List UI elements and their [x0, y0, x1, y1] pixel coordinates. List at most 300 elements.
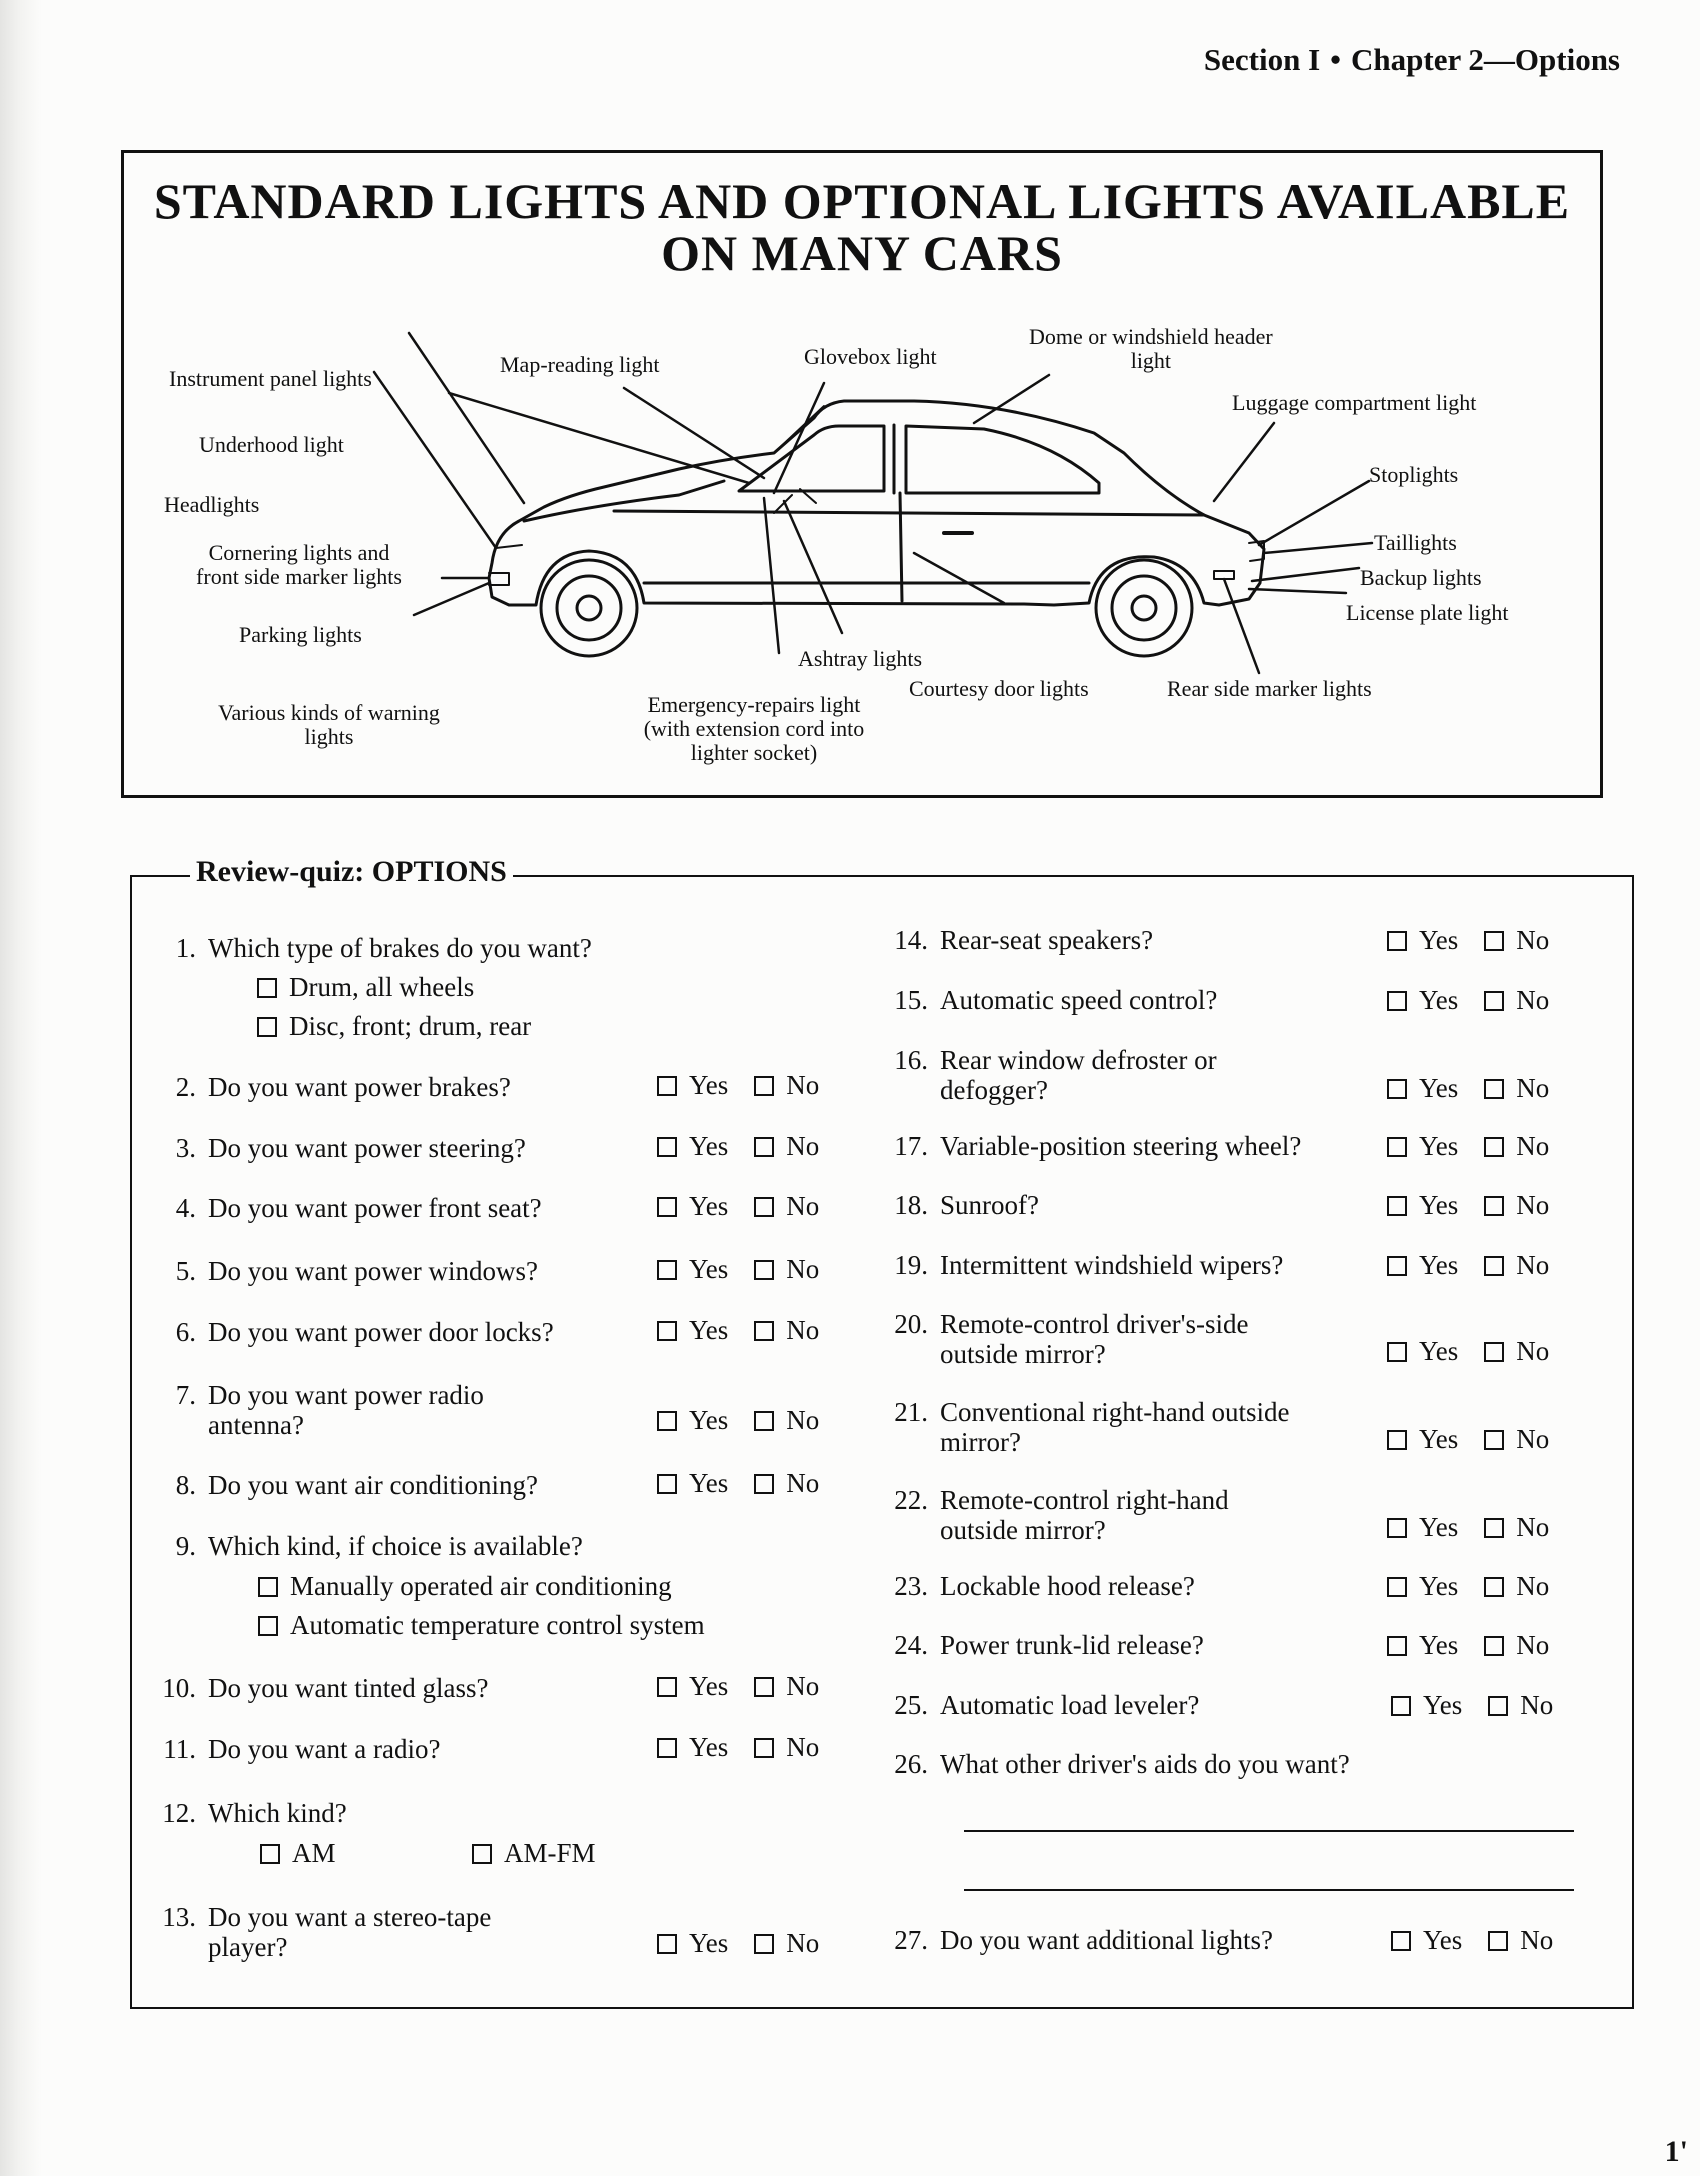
no-label: No [1516, 1336, 1550, 1366]
leader-headlights [374, 372, 496, 548]
label-emergency-line1: Emergency-repairs light [647, 692, 861, 717]
no-label: No [786, 1928, 820, 1958]
label-parking: Parking lights [239, 622, 362, 647]
yes-no-q27 [1391, 1925, 1553, 1955]
question-number: 6. [175, 1317, 196, 1347]
leader-license [1249, 589, 1346, 593]
car-beltline [614, 511, 1204, 515]
checkbox-no[interactable] [1484, 1518, 1504, 1538]
yes-label: Yes [689, 1671, 729, 1701]
no-option[interactable] [1488, 1925, 1553, 1955]
yes-label: Yes [1423, 1925, 1463, 1955]
checkbox-no[interactable] [1488, 1931, 1508, 1951]
no-option[interactable] [1484, 1571, 1549, 1601]
yes-label: Yes [689, 1131, 729, 1161]
yes-option[interactable] [657, 1468, 728, 1498]
no-option[interactable] [754, 1468, 819, 1498]
yes-no-q19 [1387, 1250, 1549, 1280]
option-label: Disc, front; drum, rear [289, 1011, 532, 1041]
running-header [1204, 42, 1620, 78]
question-5 [140, 1256, 538, 1286]
question-number: 19. [894, 1250, 928, 1280]
no-option[interactable] [754, 1070, 819, 1100]
checkbox-yes[interactable] [1387, 1196, 1407, 1216]
question-14 [872, 925, 1153, 955]
car-front-lamp [489, 573, 509, 585]
checkbox-yes[interactable] [1387, 1079, 1407, 1099]
yes-no-q22 [1387, 1512, 1549, 1542]
label-underhood: Underhood light [199, 432, 344, 457]
checkbox[interactable] [257, 978, 277, 998]
checkbox-no[interactable] [754, 1321, 774, 1341]
question-3 [140, 1133, 526, 1163]
no-label: No [786, 1131, 820, 1161]
question-number: 1. [175, 933, 196, 963]
checkbox-no[interactable] [1484, 991, 1504, 1011]
yes-label: Yes [689, 1070, 729, 1100]
yes-option[interactable] [657, 1732, 728, 1762]
question-13 [140, 1902, 491, 1962]
no-option[interactable] [1484, 1250, 1549, 1280]
label-warning [179, 701, 479, 749]
yes-option[interactable] [1391, 1925, 1462, 1955]
yes-option[interactable] [657, 1671, 728, 1701]
no-option[interactable] [1484, 1131, 1549, 1161]
answer-line-1[interactable] [964, 1830, 1574, 1832]
question-text: Do you want air conditioning? [208, 1470, 538, 1500]
yes-label: Yes [1419, 985, 1459, 1015]
question-number: 22. [894, 1485, 928, 1515]
checkbox-yes[interactable] [657, 1076, 677, 1096]
yes-option[interactable] [657, 1254, 728, 1284]
question-number: 5. [175, 1256, 196, 1286]
question-24 [872, 1630, 1204, 1660]
option-am-fm[interactable] [472, 1838, 596, 1868]
leader-stoplights [1259, 481, 1369, 545]
question-text: Sunroof? [940, 1190, 1039, 1220]
question-number: 26. [894, 1749, 928, 1779]
question-22 [872, 1485, 1229, 1545]
no-option[interactable] [1484, 1190, 1549, 1220]
question-26 [872, 1749, 1350, 1779]
question-text: Automatic speed control? [940, 985, 1218, 1015]
yes-option[interactable] [1391, 1690, 1462, 1720]
no-option[interactable] [1484, 1630, 1549, 1660]
checkbox-yes[interactable] [657, 1934, 677, 1954]
yes-label: Yes [1419, 925, 1459, 955]
checkbox-no[interactable] [754, 1137, 774, 1157]
yes-option[interactable] [657, 1928, 728, 1958]
yes-no-q8 [657, 1468, 819, 1498]
answer-line-2[interactable] [964, 1889, 1574, 1891]
yes-option[interactable] [1387, 1424, 1458, 1454]
yes-option[interactable] [657, 1191, 728, 1221]
checkbox-yes[interactable] [657, 1411, 677, 1431]
yes-no-q15 [1387, 985, 1549, 1015]
checkbox-yes[interactable] [1391, 1696, 1411, 1716]
car-headlamp [496, 545, 522, 548]
question-text: Do you want a stereo-tape [208, 1902, 492, 1932]
checkbox-no[interactable] [754, 1677, 774, 1697]
question-21 [872, 1397, 1289, 1457]
checkbox-no[interactable] [1488, 1696, 1508, 1716]
yes-no-q25 [1391, 1690, 1553, 1720]
checkbox-yes[interactable] [1387, 1342, 1407, 1362]
option-label: AM-FM [504, 1838, 596, 1868]
checkbox[interactable] [260, 1844, 280, 1864]
question-text: Intermittent windshield wipers? [940, 1250, 1284, 1280]
yes-label: Yes [689, 1191, 729, 1221]
yes-label: Yes [1423, 1690, 1463, 1720]
option-label: Manually operated air conditioning [290, 1571, 672, 1601]
checkbox-yes[interactable] [1387, 1518, 1407, 1538]
label-rear-marker: Rear side marker lights [1167, 676, 1372, 701]
leader-luggage [1214, 423, 1274, 501]
yes-option[interactable] [1387, 1131, 1458, 1161]
question-19 [872, 1250, 1283, 1280]
question-1 [140, 933, 592, 963]
question-10 [140, 1673, 488, 1703]
no-label: No [1516, 1073, 1550, 1103]
checkbox-yes[interactable] [1391, 1931, 1411, 1951]
no-label: No [1516, 1190, 1550, 1220]
question-number: 13. [162, 1902, 196, 1932]
yes-option[interactable] [1387, 1250, 1458, 1280]
yes-option[interactable] [657, 1070, 728, 1100]
question-8 [140, 1470, 538, 1500]
question-number: 2. [175, 1072, 196, 1102]
label-headlights: Headlights [164, 492, 260, 517]
question-number: 21. [894, 1397, 928, 1427]
yes-label: Yes [1419, 1630, 1459, 1660]
question-text-continued: player? [208, 1932, 288, 1962]
question-text: Do you want power windows? [208, 1256, 538, 1286]
question-text: Do you want tinted glass? [208, 1673, 489, 1703]
checkbox-yes[interactable] [657, 1137, 677, 1157]
checkbox-yes[interactable] [657, 1738, 677, 1758]
option-manual-ac[interactable] [258, 1571, 672, 1601]
page-number: 1' [1664, 2135, 1688, 2168]
no-option[interactable] [1484, 1424, 1549, 1454]
no-label: No [786, 1671, 820, 1701]
leader-courtesy [914, 553, 1004, 603]
checkbox-no[interactable] [754, 1738, 774, 1758]
question-number: 16. [894, 1045, 928, 1075]
question-text: Rear-seat speakers? [940, 925, 1154, 955]
question-text: Remote-control driver's-side [940, 1309, 1249, 1339]
checkbox-no[interactable] [754, 1474, 774, 1494]
leader-ashtray [784, 501, 842, 633]
question-text: What other driver's aids do you want? [940, 1749, 1350, 1779]
question-text: Which kind, if choice is available? [208, 1531, 583, 1561]
label-dome-line1: Dome or windshield header [1029, 324, 1273, 349]
question-number: 14. [894, 925, 928, 955]
yes-no-q3 [657, 1131, 819, 1161]
checkbox[interactable] [472, 1844, 492, 1864]
question-7 [140, 1380, 484, 1440]
question-17 [872, 1131, 1301, 1161]
car-steering-wheel [774, 489, 816, 513]
checkbox[interactable] [258, 1616, 278, 1636]
yes-no-q24 [1387, 1630, 1549, 1660]
quiz-title: Review-quiz: OPTIONS [190, 855, 513, 889]
question-16 [872, 1045, 1217, 1105]
no-option[interactable] [1484, 985, 1549, 1015]
car-wheel-rear [1096, 560, 1192, 656]
checkbox-no[interactable] [1484, 1137, 1504, 1157]
yes-label: Yes [1419, 1190, 1459, 1220]
yes-no-q2 [657, 1070, 819, 1100]
car-door-seam [900, 493, 902, 601]
label-backup: Backup lights [1360, 565, 1482, 590]
label-stoplights: Stoplights [1369, 462, 1459, 487]
no-label: No [786, 1405, 820, 1435]
yes-label: Yes [1419, 1336, 1459, 1366]
yes-no-q6 [657, 1315, 819, 1345]
yes-no-q17 [1387, 1131, 1549, 1161]
yes-no-q10 [657, 1671, 819, 1701]
option-drum-all-wheels[interactable] [257, 972, 474, 1002]
checkbox-yes[interactable] [1387, 1137, 1407, 1157]
no-option[interactable] [754, 1732, 819, 1762]
yes-label: Yes [1419, 1073, 1459, 1103]
leader-backup [1252, 568, 1359, 581]
question-text: Do you want power steering? [208, 1133, 526, 1163]
yes-label: Yes [689, 1928, 729, 1958]
yes-no-q5 [657, 1254, 819, 1284]
question-12 [140, 1798, 347, 1828]
no-label: No [1516, 985, 1550, 1015]
label-emergency-line2: (with extension cord into [643, 716, 865, 741]
label-courtesy: Courtesy door lights [909, 676, 1089, 701]
question-number: 27. [894, 1925, 928, 1955]
checkbox-no[interactable] [1484, 1256, 1504, 1276]
label-dome [1029, 325, 1273, 373]
question-text-continued: defogger? [940, 1075, 1048, 1105]
yes-label: Yes [689, 1405, 729, 1435]
question-25 [872, 1690, 1199, 1720]
label-ashtray: Ashtray lights [798, 646, 923, 671]
question-number: 15. [894, 985, 928, 1015]
yes-no-q21 [1387, 1424, 1549, 1454]
car-window-front [739, 426, 884, 491]
no-label: No [786, 1315, 820, 1345]
question-text: Conventional right-hand outside [940, 1397, 1290, 1427]
question-text: Do you want power door locks? [208, 1317, 554, 1347]
checkbox-yes[interactable] [657, 1197, 677, 1217]
yes-no-q13 [657, 1928, 819, 1958]
checkbox-no[interactable] [1484, 1430, 1504, 1450]
no-option[interactable] [754, 1671, 819, 1701]
no-option[interactable] [754, 1131, 819, 1161]
yes-label: Yes [1419, 1131, 1459, 1161]
car-body [489, 401, 1264, 605]
label-license: License plate light [1346, 600, 1509, 625]
car-window-rear [906, 426, 1099, 493]
checkbox-no[interactable] [754, 1260, 774, 1280]
yes-option[interactable] [657, 1131, 728, 1161]
yes-option[interactable] [1387, 1512, 1458, 1542]
question-number: 23. [894, 1571, 928, 1601]
question-text: Automatic load leveler? [940, 1690, 1200, 1720]
no-option[interactable] [1484, 1336, 1549, 1366]
checkbox-no[interactable] [754, 1411, 774, 1431]
question-number: 8. [175, 1470, 196, 1500]
question-text: Do you want power brakes? [208, 1072, 511, 1102]
question-text: Which kind? [208, 1798, 347, 1828]
label-cornering-line1: Cornering lights and [208, 540, 390, 565]
checkbox-yes[interactable] [1387, 1577, 1407, 1597]
checkbox[interactable] [258, 1577, 278, 1597]
no-option[interactable] [754, 1191, 819, 1221]
yes-option[interactable] [1387, 1336, 1458, 1366]
yes-no-q4 [657, 1191, 819, 1221]
leader-emergency [764, 498, 779, 653]
no-label: No [1520, 1690, 1554, 1720]
checkbox-yes[interactable] [1387, 931, 1407, 951]
question-number: 9. [175, 1531, 196, 1561]
header-section: Section I [1203, 42, 1321, 77]
yes-option[interactable] [1387, 1630, 1458, 1660]
yes-label: Yes [1419, 1424, 1459, 1454]
question-23 [872, 1571, 1195, 1601]
question-text: Remote-control right-hand [940, 1485, 1229, 1515]
question-text-continued: mirror? [940, 1427, 1021, 1457]
question-text-continued: antenna? [208, 1410, 304, 1440]
yes-no-q7 [657, 1405, 819, 1435]
checkbox-yes[interactable] [657, 1260, 677, 1280]
yes-label: Yes [689, 1732, 729, 1762]
leader-glovebox [774, 383, 824, 493]
no-option[interactable] [754, 1254, 819, 1284]
option-automatic-temperature[interactable] [258, 1610, 705, 1640]
option-label: Automatic temperature control system [290, 1610, 705, 1640]
no-label: No [1516, 925, 1550, 955]
question-text-continued: outside mirror? [940, 1339, 1106, 1369]
question-text: Rear window defroster or [940, 1045, 1217, 1075]
yes-label: Yes [1419, 1571, 1459, 1601]
no-option[interactable] [1484, 1073, 1549, 1103]
question-27 [872, 1925, 1273, 1955]
yes-option[interactable] [657, 1315, 728, 1345]
yes-label: Yes [689, 1468, 729, 1498]
yes-label: Yes [1419, 1250, 1459, 1280]
question-number: 4. [175, 1193, 196, 1223]
question-text: Do you want power front seat? [208, 1193, 542, 1223]
no-label: No [786, 1468, 820, 1498]
checkbox-no[interactable] [1484, 1636, 1504, 1656]
question-6 [140, 1317, 554, 1347]
question-text-continued: outside mirror? [940, 1515, 1106, 1545]
question-text: Which type of brakes do you want? [208, 933, 592, 963]
option-disc-front-drum-rear[interactable] [257, 1011, 531, 1041]
checkbox-no[interactable] [754, 1197, 774, 1217]
no-option[interactable] [1484, 925, 1549, 955]
leader-taillights [1264, 543, 1372, 553]
page-binding-shadow [0, 0, 42, 2176]
label-warning-line2: lights [304, 724, 354, 749]
no-label: No [1516, 1250, 1550, 1280]
label-glovebox: Glovebox light [804, 344, 937, 369]
label-dome-line2: light [1130, 348, 1172, 373]
question-text: Do you want additional lights? [940, 1925, 1273, 1955]
no-option[interactable] [1484, 1512, 1549, 1542]
header-separator: • [1330, 42, 1341, 77]
checkbox-no[interactable] [1484, 1577, 1504, 1597]
question-text: Lockable hood release? [940, 1571, 1195, 1601]
checkbox-no[interactable] [754, 1934, 774, 1954]
yes-label: Yes [689, 1315, 729, 1345]
option-label: AM [292, 1838, 336, 1868]
question-number: 18. [894, 1190, 928, 1220]
yes-no-q20 [1387, 1336, 1549, 1366]
question-text: Do you want a radio? [208, 1734, 441, 1764]
question-number: 17. [894, 1131, 928, 1161]
label-luggage: Luggage compartment light [1232, 390, 1477, 415]
checkbox-no[interactable] [1484, 1196, 1504, 1216]
option-am[interactable] [260, 1838, 336, 1868]
checkbox-yes[interactable] [657, 1677, 677, 1697]
checkbox[interactable] [257, 1017, 277, 1037]
question-11 [140, 1734, 440, 1764]
no-option[interactable] [1488, 1690, 1553, 1720]
checkbox-yes[interactable] [1387, 1430, 1407, 1450]
checkbox-no[interactable] [1484, 931, 1504, 951]
checkbox-yes[interactable] [657, 1474, 677, 1494]
checkbox-no[interactable] [754, 1076, 774, 1096]
no-option[interactable] [754, 1315, 819, 1345]
no-option[interactable] [754, 1928, 819, 1958]
checkbox-yes[interactable] [1387, 1256, 1407, 1276]
checkbox-no[interactable] [1484, 1342, 1504, 1362]
no-label: No [1516, 1571, 1550, 1601]
yes-option[interactable] [1387, 1190, 1458, 1220]
label-cornering [154, 541, 444, 589]
yes-option[interactable] [657, 1405, 728, 1435]
yes-option[interactable] [1387, 1571, 1458, 1601]
lights-diagram [121, 150, 1603, 798]
no-label: No [786, 1254, 820, 1284]
yes-no-q14 [1387, 925, 1549, 955]
checkbox-yes[interactable] [657, 1321, 677, 1341]
checkbox-yes[interactable] [1387, 1636, 1407, 1656]
question-20 [872, 1309, 1249, 1369]
question-number: 7. [175, 1380, 196, 1410]
checkbox-yes[interactable] [1387, 991, 1407, 1011]
yes-option[interactable] [1387, 925, 1458, 955]
question-text: Do you want power radio [208, 1380, 484, 1410]
diagram-title-line2: ON MANY CARS [661, 225, 1063, 281]
no-label: No [1516, 1131, 1550, 1161]
yes-option[interactable] [1387, 1073, 1458, 1103]
yes-no-q23 [1387, 1571, 1549, 1601]
checkbox-no[interactable] [1484, 1079, 1504, 1099]
question-15 [872, 985, 1217, 1015]
label-map-reading: Map-reading light [500, 352, 660, 377]
question-number: 25. [894, 1690, 928, 1720]
question-4 [140, 1193, 542, 1223]
question-18 [872, 1190, 1039, 1220]
label-emergency [589, 693, 919, 765]
question-text: Power trunk-lid release? [940, 1630, 1204, 1660]
car-wheel-front [541, 560, 637, 656]
question-number: 11. [163, 1734, 196, 1764]
yes-option[interactable] [1387, 985, 1458, 1015]
question-number: 24. [894, 1630, 928, 1660]
no-option[interactable] [754, 1405, 819, 1435]
yes-no-q18 [1387, 1190, 1549, 1220]
no-label: No [786, 1191, 820, 1221]
